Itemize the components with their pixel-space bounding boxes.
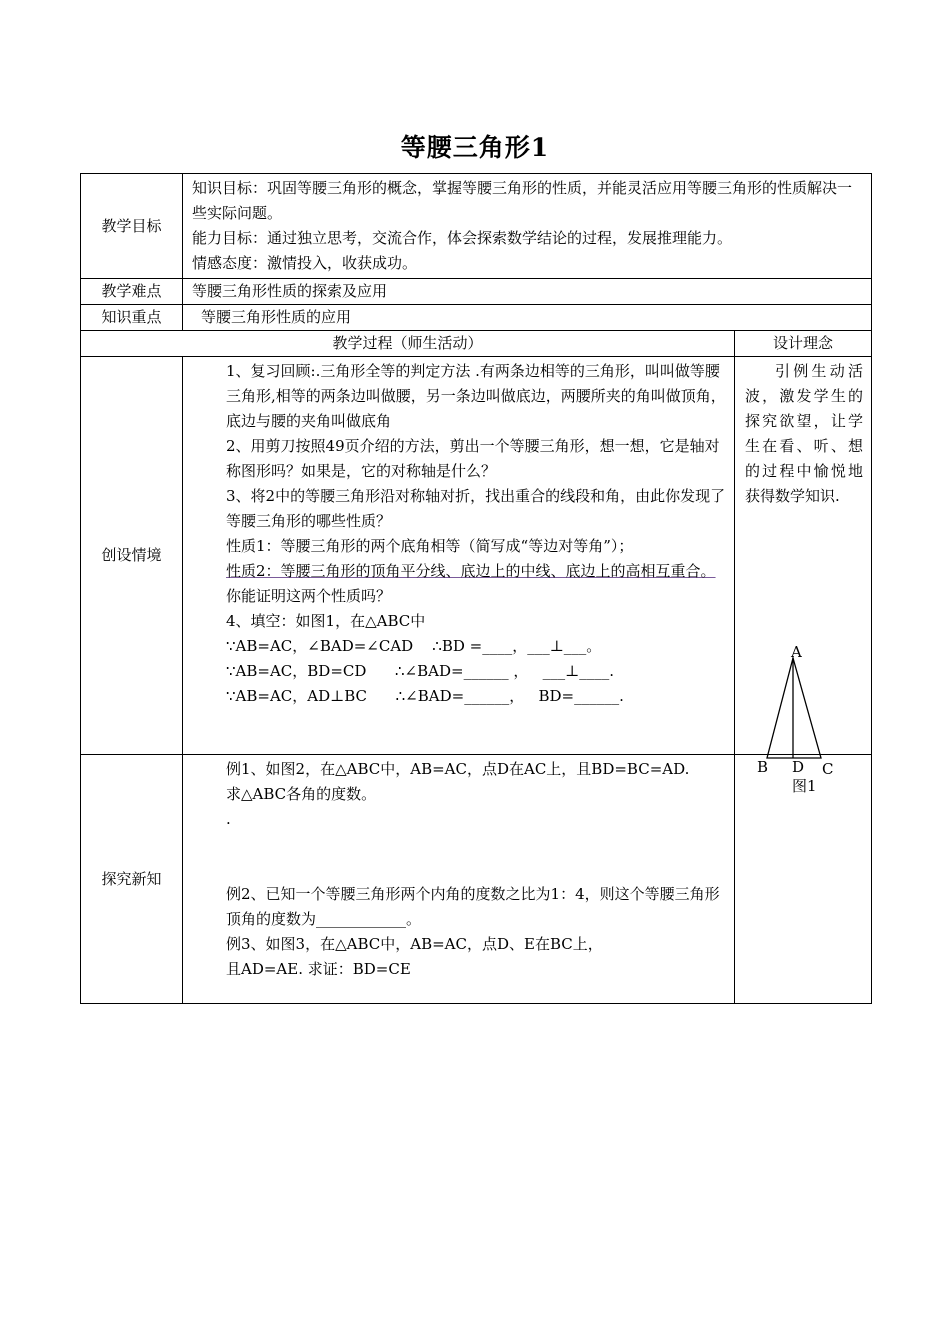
key-point-label: 知识重点 — [81, 305, 183, 331]
objective-knowledge: 知识目标：巩固等腰三角形的概念，掌握等腰三角形的性质，并能灵活应用等腰三角形的性质解决一些实际问题。 — [192, 179, 853, 222]
lesson-plan-table — [80, 173, 872, 1004]
example1-question: 求△ABC各角的度数。 — [226, 785, 377, 803]
figure1-caption: 图1 — [792, 777, 817, 795]
label-a: A — [791, 643, 802, 661]
section1-label: 创设情境 — [81, 357, 183, 755]
objective-ability: 能力目标：通过独立思考，交流合作，体会探索数学结论的过程，发展推理能力。 — [192, 229, 733, 247]
example1: 例1、如图2，在△ABC中，AB=AC，点D在AC上，且BD=BC=AD. — [226, 760, 690, 778]
fill-line-1: ∵AB=AC，∠BAD=∠CAD ∴BD =____，___⊥___。 — [226, 637, 602, 655]
cut-item: 2、用剪刀按照49页介绍的方法，剪出一个等腰三角形，想一想，它是轴对称图形吗？如果是，它的对称轴是什么？ — [226, 437, 720, 480]
difficulty-label: 教学难点 — [81, 279, 183, 305]
design-header: 设计理念 — [735, 331, 872, 357]
review-item: 1、复习回顾:.三角形全等的判定方法 .有两条边相等的三角形，叫叫做等腰三角形,相等的两条边叫做腰，另一条边叫做底边，两腰所夹的角叫做顶角，底边与腰的夹角叫做底角 — [226, 362, 726, 430]
header-row — [81, 331, 872, 357]
property2: 性质2：等腰三角形的顶角平分线、底边上的中线、底边上的高相互重合。 — [226, 562, 716, 580]
key-point-row — [81, 305, 872, 331]
difficulty-row — [81, 279, 872, 305]
section2-label: 探究新知 — [81, 755, 183, 1004]
fill-line-2: ∵AB=AC，BD=CD ∴∠BAD=______ ， ___⊥____. — [226, 662, 615, 680]
page-title: 等腰三角形1 — [400, 133, 550, 162]
example3-question: 且AD=AE. 求证：BD=CE — [226, 960, 411, 978]
label-c: C — [822, 760, 834, 778]
fill-line-3: ∵AB=AC，AD⊥BC ∴∠BAD=______， BD=______. — [226, 687, 624, 705]
objectives-row — [81, 174, 872, 279]
example2: 例2、已知一个等腰三角形两个内角的度数之比为1：4，则这个等腰三角形顶角的度数为____________。 — [226, 885, 720, 928]
dot-mark: . — [226, 810, 231, 828]
example3: 例3、如图3，在△ABC中，AB=AC，点D、E在BC上， — [226, 935, 603, 953]
objective-attitude: 情感态度：激情投入，收获成功。 — [192, 254, 418, 272]
objectives-content — [183, 174, 872, 279]
label-d: D — [792, 758, 805, 776]
design-text: 引例生动活波，激发学生的探究欲望，让学生在看、听、想的过程中愉悦地获得数学知识. — [745, 362, 864, 505]
key-point-content: 等腰三角形性质的应用 — [183, 305, 872, 331]
figure1 — [752, 640, 852, 800]
section1-content — [183, 357, 735, 755]
proof-question: 你能证明这两个性质吗？ — [226, 587, 392, 605]
fold-item: 3、将2中的等腰三角形沿对称轴对折，找出重合的线段和角，由此你发现了等腰三角形的哪些性质？ — [226, 487, 726, 530]
objectives-label: 教学目标 — [81, 174, 183, 279]
difficulty-content: 等腰三角形性质的探索及应用 — [183, 279, 872, 305]
section2-content — [183, 755, 735, 1004]
label-b: B — [757, 758, 769, 776]
fill-intro: 4、填空：如图1，在△ABC中 — [226, 612, 426, 630]
triangle-abc — [767, 658, 821, 758]
process-header: 教学过程（师生活动） — [81, 331, 735, 357]
property1: 性质1：等腰三角形的两个底角相等（简写成“等边对等角”）； — [226, 537, 634, 555]
